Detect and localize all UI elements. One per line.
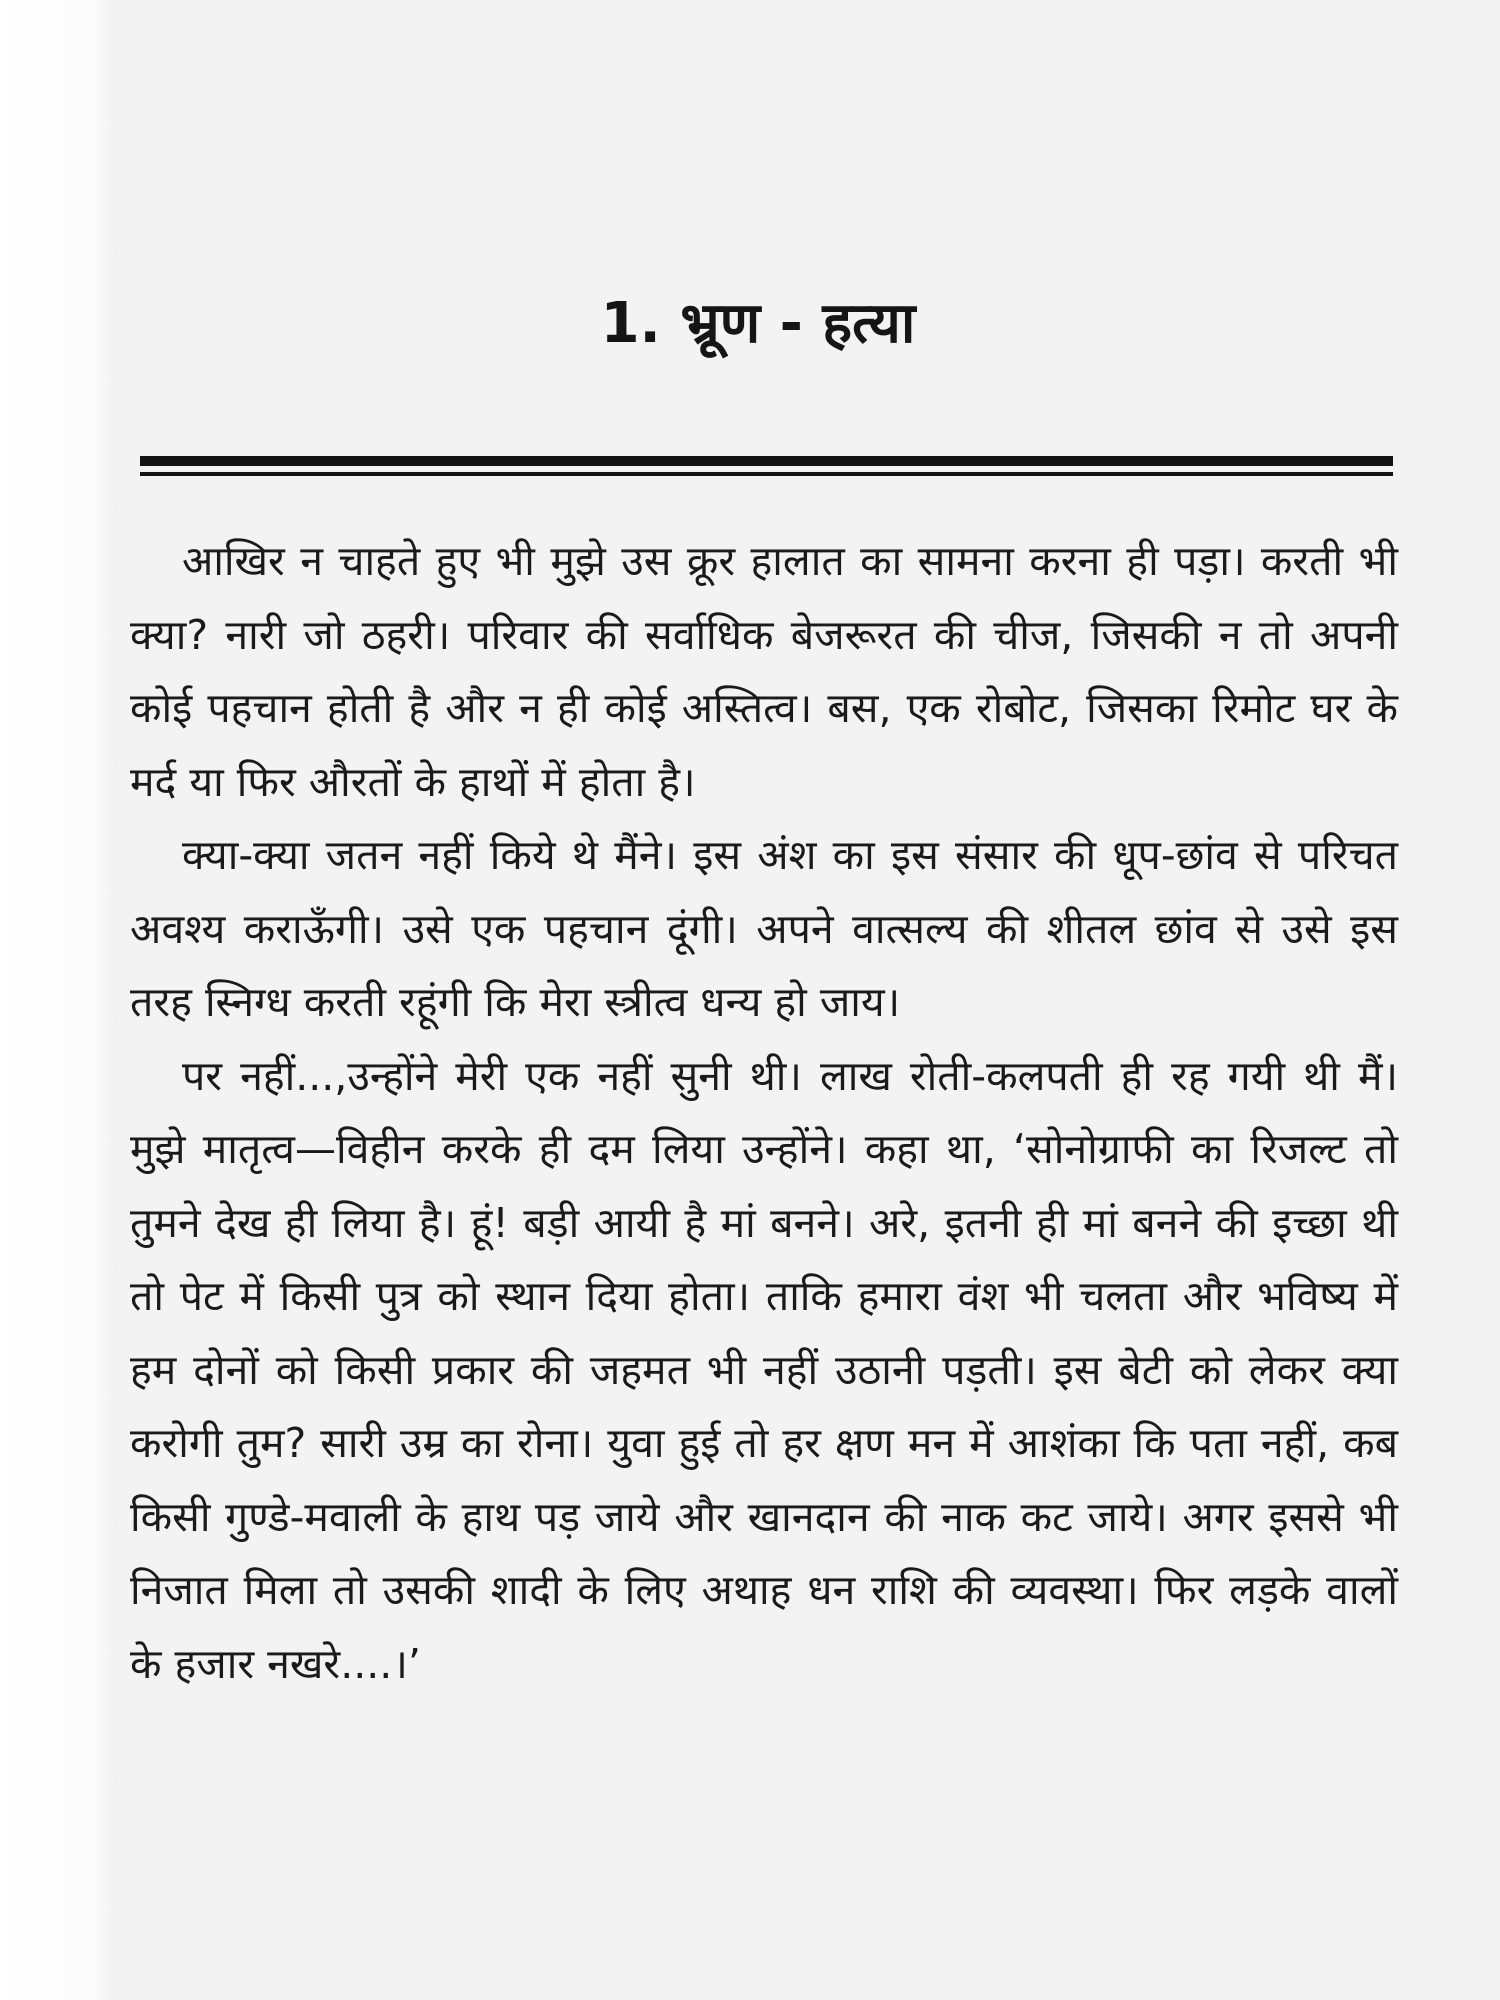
scan-margin: [0, 0, 118, 2000]
paragraph-1: आखिर न चाहते हुए भी मुझे उस क्रूर हालात का सामना करना ही पड़ा। करती भी क्या? नारी जो ठहरी। परिवार की सर्वाधिक बेजरूरत की चीज, जिसकी न तो अपनी कोई पहचान होती है और न ही कोई अस्तित्व। बस, एक रोबोट, जिसका रिमोट घर के मर्द या फिर औरतों के हाथों में होता है।: [130, 537, 1398, 806]
paragraph-3: पर नहीं...,उन्होंने मेरी एक नहीं सुनी थी। लाख रोती-कलपती ही रह गयी थी मैं। मुझे मातृत्व—विहीन करके ही दम लिया उन्होंने। कहा था, ‘सोनोग्राफी का रिजल्ट तो तुमने देख ही लिया है। हूं! बड़ी आयी है मां बनने। अरे, इतनी ही मां बनने की इच्छा थी तो पेट में किसी पुत्र को स्थान दिया होता। ताकि हमारा वंश भी चलता और भविष्य में हम दोनों को किसी प्रकार की जहमत भी नहीं उठानी पड़ती। इस बेटी को लेकर क्या करोगी तुम? सारी उम्र का रोना। युवा हुई तो हर क्षण मन में आशंका कि पता नहीं, कब किसी गुण्डे-मवाली के हाथ पड़ जाये और खानदान की नाक कट जाये। अगर इससे भी निजात मिला तो उसकी शादी के लिए अथाह धन राशि की व्यवस्था। फिर लड़के वालों के हजार नखरे....।’: [130, 1051, 1398, 1688]
chapter-body: [130, 525, 1398, 1701]
title-divider-thick: [140, 456, 1393, 466]
chapter-title: 1. भ्रूण - हत्या: [600, 291, 916, 356]
paragraph-2: क्या-क्या जतन नहीं किये थे मैंने। इस अंश का इस संसार की धूप-छांव से परिचत अवश्य कराऊँगी। उसे एक पहचान दूंगी। अपने वात्सल्य की शीतल छांव से उसे इस तरह स्निग्ध करती रहूंगी कि मेरा स्त्रीत्व धन्य हो जाय।: [130, 831, 1398, 1026]
title-divider-thin: [140, 472, 1393, 476]
